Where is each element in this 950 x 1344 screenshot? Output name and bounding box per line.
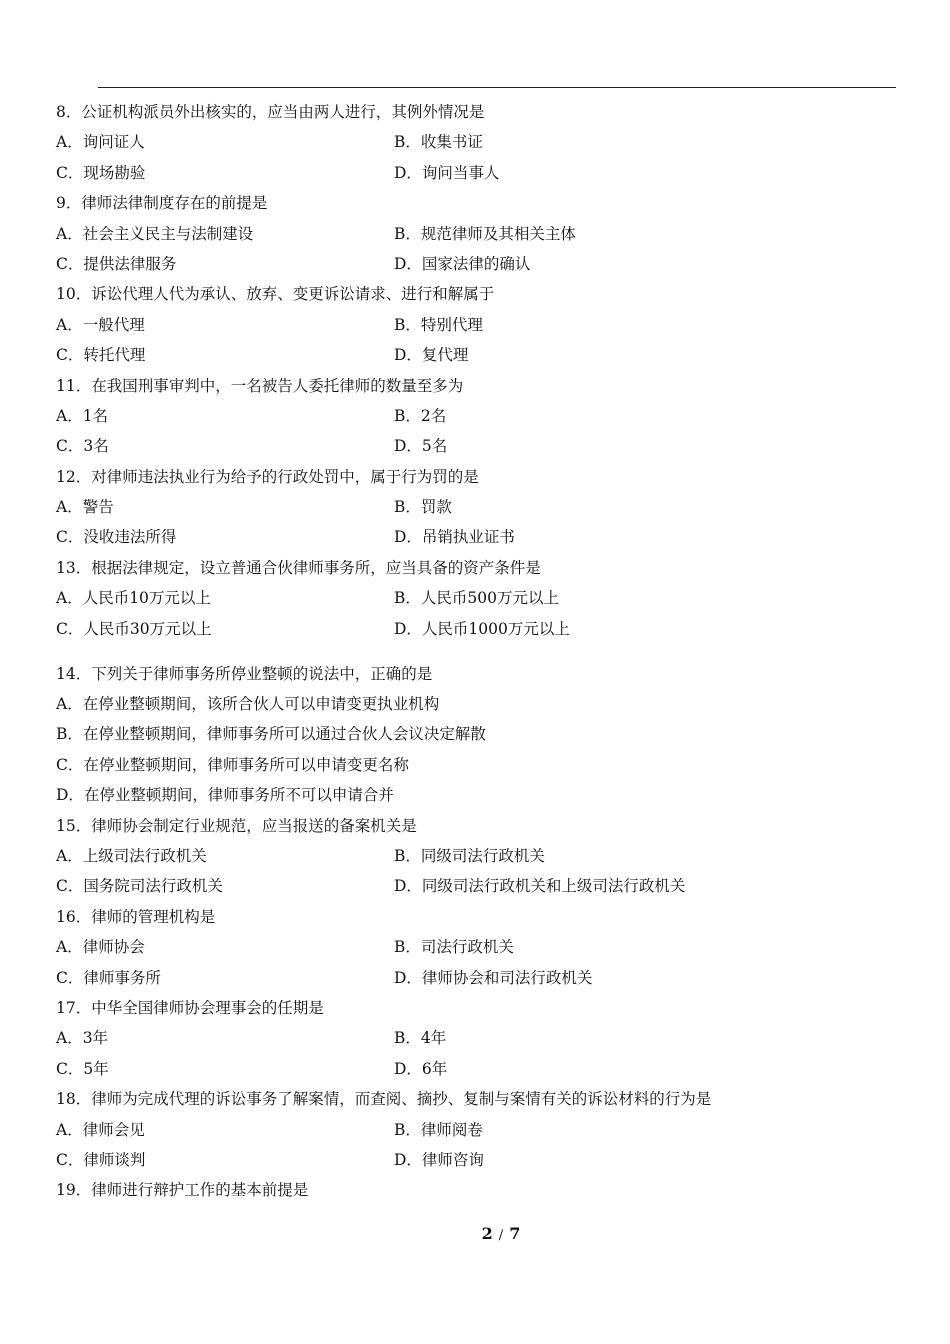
option-d: D．6年 xyxy=(394,1059,448,1078)
page-current: 2 xyxy=(481,1224,493,1243)
option-d: D．律师咨询 xyxy=(394,1150,484,1169)
question-text: 15．律师协会制定行业规范，应当报送的备案机关是 xyxy=(56,816,417,835)
option-d: D．同级司法行政机关和上级司法行政机关 xyxy=(394,877,686,896)
option-a: A．上级司法行政机关 xyxy=(56,846,207,865)
option-a: A．询问证人 xyxy=(56,133,145,152)
option-d: D．询问当事人 xyxy=(394,163,500,182)
option-d: D．吊销执业证书 xyxy=(394,528,515,547)
options-row xyxy=(56,932,896,962)
option-d: D．人民币1000万元以上 xyxy=(394,619,570,638)
option-b: B．特别代理 xyxy=(394,315,483,334)
options-row xyxy=(56,401,896,431)
question-16 xyxy=(56,902,896,932)
option-a: A．律师会见 xyxy=(56,1120,145,1139)
options-row xyxy=(56,310,896,340)
option-c: C．国务院司法行政机关 xyxy=(56,877,223,896)
question-text: 16．律师的管理机构是 xyxy=(56,907,216,926)
question-text: 17．中华全国律师协会理事会的任期是 xyxy=(56,998,324,1017)
question-list xyxy=(56,97,896,1206)
question-18 xyxy=(56,1084,896,1114)
question-10 xyxy=(56,279,896,309)
option-c: C．5年 xyxy=(56,1059,109,1078)
option-d: D．在停业整顿期间，律师事务所不可以申请合并 xyxy=(56,786,394,805)
option-b: B．2名 xyxy=(394,406,447,425)
option-c: C．人民币30万元以上 xyxy=(56,619,212,638)
option-a: A．在停业整顿期间，该所合伙人可以申请变更执业机构 xyxy=(56,695,440,714)
option-b: B．同级司法行政机关 xyxy=(394,846,545,865)
option-b: B．司法行政机关 xyxy=(394,938,514,957)
option-a: A．警告 xyxy=(56,498,114,517)
question-text: 13．根据法律规定，设立普通合伙律师事务所，应当具备的资产条件是 xyxy=(56,558,541,577)
options-row xyxy=(56,1023,896,1053)
page-total: 7 xyxy=(509,1224,521,1243)
option-c: C．提供法律服务 xyxy=(56,254,177,273)
question-9 xyxy=(56,188,896,218)
option-a: A．一般代理 xyxy=(56,315,145,334)
option-d: D．复代理 xyxy=(394,346,469,365)
option-c: C．律师谈判 xyxy=(56,1150,146,1169)
option-a: A．人民币10万元以上 xyxy=(56,589,211,608)
option-b: B．在停业整顿期间，律师事务所可以通过合伙人会议决定解散 xyxy=(56,725,486,744)
options-row xyxy=(56,1115,896,1145)
question-text: 10．诉讼代理人代为承认、放弃、变更诉讼请求、进行和解属于 xyxy=(56,285,495,304)
option-b: B．人民币500万元以上 xyxy=(394,589,559,608)
page-separator: / xyxy=(498,1228,504,1243)
question-11 xyxy=(56,371,896,401)
options-row xyxy=(56,219,896,249)
option-d: D．律师协会和司法行政机关 xyxy=(394,968,593,987)
option-c: C．3名 xyxy=(56,437,109,456)
options-row xyxy=(56,158,896,188)
question-15 xyxy=(56,811,896,841)
options-row xyxy=(56,340,896,370)
header-rule xyxy=(98,87,896,88)
option-c: C．没收违法所得 xyxy=(56,528,177,547)
question-12 xyxy=(56,462,896,492)
question-8 xyxy=(56,97,896,127)
option-b: B．收集书证 xyxy=(394,133,483,152)
option-d: D．国家法律的确认 xyxy=(394,254,531,273)
option-b: B．律师阅卷 xyxy=(394,1120,483,1139)
option-b: B．罚款 xyxy=(394,498,452,517)
options-row xyxy=(56,871,896,901)
question-13 xyxy=(56,553,896,583)
option-c: C．律师事务所 xyxy=(56,968,161,987)
question-text: 9．律师法律制度存在的前提是 xyxy=(56,194,268,213)
question-text: 12．对律师违法执业行为给予的行政处罚中，属于行为罚的是 xyxy=(56,467,479,486)
option-a: A．律师协会 xyxy=(56,938,145,957)
question-17 xyxy=(56,993,896,1023)
question-text: 14．下列关于律师事务所停业整顿的说法中，正确的是 xyxy=(56,664,433,683)
options-row xyxy=(56,963,896,993)
option-c: C．在停业整顿期间，律师事务所可以申请变更名称 xyxy=(56,755,409,774)
options-row xyxy=(56,492,896,522)
options-row xyxy=(56,1145,896,1175)
question-14 xyxy=(56,644,896,689)
question-text: 11．在我国刑事审判中，一名被告人委托律师的数量至多为 xyxy=(56,376,464,395)
options-row xyxy=(56,583,896,613)
option-c: C．转托代理 xyxy=(56,346,146,365)
question-text: 18．律师为完成代理的诉讼事务了解案情，而查阅、摘抄、复制与案情有关的诉讼材料的行为是 xyxy=(56,1090,712,1109)
options-row xyxy=(56,841,896,871)
options-row xyxy=(56,431,896,461)
options-row xyxy=(56,614,896,644)
question-text: 8．公证机构派员外出核实的，应当由两人进行，其例外情况是 xyxy=(56,103,485,121)
options-row xyxy=(56,1054,896,1084)
question-text: 19．律师进行辩护工作的基本前提是 xyxy=(56,1181,309,1200)
option-a: A．3年 xyxy=(56,1029,109,1048)
option-b: B．规范律师及其相关主体 xyxy=(394,224,576,243)
option-c: C．现场勘验 xyxy=(56,163,146,182)
options-row xyxy=(56,127,896,157)
option-d: D．5名 xyxy=(394,437,448,456)
question-19 xyxy=(56,1175,896,1205)
page-number xyxy=(0,1224,950,1243)
options-row xyxy=(56,249,896,279)
option-a: A．社会主义民主与法制建设 xyxy=(56,224,254,243)
options-row xyxy=(56,522,896,552)
option-a: A．1名 xyxy=(56,406,109,425)
option-b: B．4年 xyxy=(394,1029,447,1048)
